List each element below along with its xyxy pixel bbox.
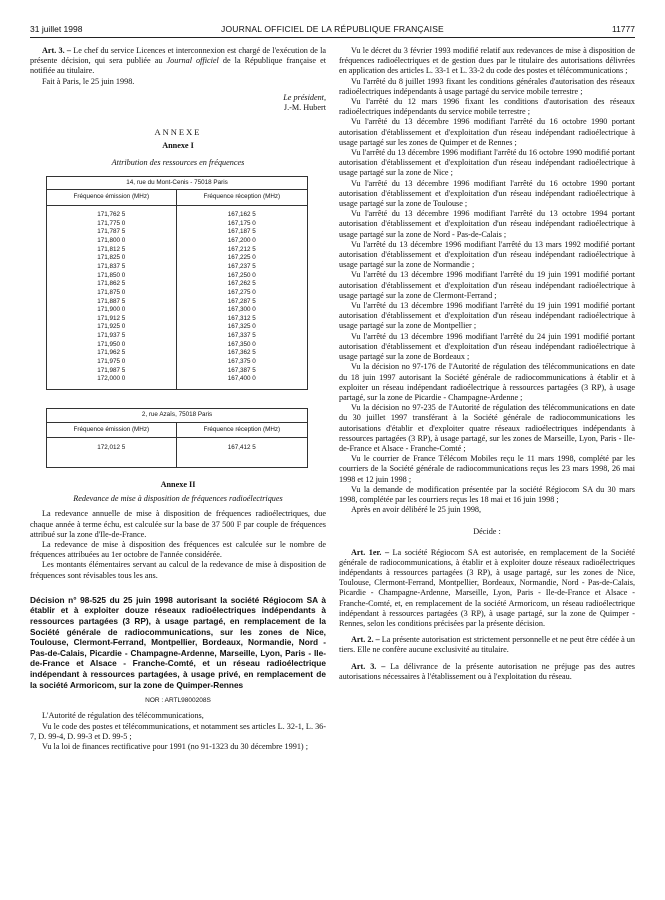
column-header-emission: Fréquence émission (MHz)	[47, 190, 177, 206]
annex-1-title: Annexe I	[162, 141, 194, 151]
column-header-reception: Fréquence réception (MHz)	[176, 422, 307, 438]
emission-frequency: 171,825 0	[97, 254, 126, 262]
emission-frequency: 171,762 5	[97, 211, 126, 219]
emission-frequency: 171,775 0	[97, 219, 126, 227]
emission-frequency: 171,787 5	[97, 228, 126, 236]
article-2-paragraph: Art. 2. – La présente autorisation est strictement personnelle et ne peut être cédée à un tiers. Elle ne confère aucune exclusivité au titulaire.	[339, 635, 635, 655]
reception-frequency: 167,312 5	[227, 314, 256, 322]
emission-frequency: 171,875 0	[97, 288, 126, 296]
left-column	[30, 46, 326, 752]
visa-paragraph: Vu l'arrêté du 13 décembre 1996 modifiant l'arrêté du 16 octobre 1990 portant autorisation d'établissement et d'exploitation d'un réseau indépendant radioélectrique à usage partagé sur la zone de Toulouse ;	[339, 178, 635, 209]
emission-frequency: 171,950 0	[97, 340, 126, 348]
visa-loi-finances: Vu la loi de finances rectificative pour 1991 (no 91-1323 du 30 décembre 1991) ;	[42, 741, 308, 751]
reception-frequency: 167,337 5	[227, 332, 256, 340]
emission-value: 172,012 5	[47, 438, 177, 468]
emission-frequency: 171,887 5	[97, 297, 126, 305]
emission-frequency: 171,925 0	[97, 323, 126, 331]
decide-heading: Décide :	[473, 527, 501, 537]
visa-paragraph: Vu l'arrêté du 13 décembre 1996 modifiant l'arrêté du 16 octobre 1990 portant autorisation d'établissement et d'exploitation d'un réseau indépendant radioélectrique à usage partagé sur les zones de Quimper et de Rennes ;	[339, 117, 635, 147]
emission-frequency: 171,900 0	[97, 306, 126, 314]
emission-frequency: 171,937 5	[97, 332, 126, 340]
annex-heading: ANNEXE	[154, 127, 202, 138]
column-header-emission: Fréquence émission (MHz)	[47, 422, 177, 438]
emission-frequency: 171,987 5	[97, 366, 126, 374]
emission-frequency: 172,000 0	[97, 375, 126, 383]
reception-frequency: 167,300 0	[227, 306, 256, 314]
visa-paragraph: Vu la décision no 97-235 de l'Autorité de régulation des télécommunications en date du 30 juillet 1997 transférant à la Société générale de radiocommunications les autorisations d'établir et d'exploiter quatre réseaux radioélectriques indépendants à ressources partagées (3 RP), à usage partagé, sur les zones de Marseille, Lyon, Paris - Ile-de-France et Alsace - Franche-Comté ;	[339, 403, 635, 453]
signature-name: J.-M. Hubert	[283, 103, 326, 113]
visa-paragraph: Vu l'arrêté du 13 décembre 1996 modifiant l'arrêté du 13 mars 1992 modifié portant autorisation d'établissement et d'exploitation d'un réseau indépendant radioélectrique à usage partagé sur la zone de Normandie ;	[339, 239, 635, 270]
column-header-reception: Fréquence réception (MHz)	[176, 190, 307, 206]
visa-paragraph: Vu la demande de modification présentée par la société Régiocom SA du 30 mars 1998, complétée par les courriers reçus les 18 mai et 16 juin 1998 ;	[339, 484, 635, 504]
reception-frequency: 167,250 0	[227, 271, 256, 279]
emission-values	[47, 206, 177, 390]
reception-frequency: 167,400 0	[227, 375, 256, 383]
reception-frequency: 167,387 5	[227, 366, 256, 374]
header-page-number: 11777	[611, 24, 635, 34]
article-1-paragraph: Art. 1er. – La société Régiocom SA est autorisée, en remplacement de la Société générale de radiocommunications, à établir et à exploiter douze réseaux radioélectriques indépendants à ressources partagées (3 RP), à usage partagé, sur les zones de Nice, Toulouse, Clermont-Ferrand, Montpellier, Bordeaux, Normandie, Nord - Pas-de-Calais, Picardie - Champagne-Ardenne, Marseille, Lyon, Paris - Ile-de-France et Alsace - Franche-Comté, et, en remplacement de la société Armoricom, un réseau radioélectrique indépendant à ressources partagées (3 RP), à usage partagé, sur la zone de Quimper - Rennes, selon les conditions précisées par la présente décision.	[339, 547, 636, 628]
visa-paragraph: Après en avoir délibéré le 25 juin 1998,	[351, 505, 482, 515]
article-3-paragraph: Art. 3. – Le chef du service Licences et interconnexion est chargé de l'exécution de la présente décision, qui sera publiée au Journal officiel de la République française et notifiée au titulaire.	[30, 46, 326, 76]
emission-frequency: 171,850 0	[97, 271, 126, 279]
article-3-heading: Art. 3. –	[42, 46, 72, 55]
reception-value: 167,412 5	[176, 438, 307, 468]
reception-frequency: 167,275 0	[227, 288, 256, 296]
reception-frequency: 167,225 0	[227, 254, 256, 262]
table-caption: 2, rue Azaïs, 75018 Paris	[47, 408, 308, 422]
annex-2-title: Annexe II	[160, 479, 196, 489]
annex-2-subtitle: Redevance de mise à disposition de fréquences radioélectriques	[73, 494, 283, 504]
emission-frequency: 171,800 0	[97, 237, 126, 245]
reception-frequency: 167,212 5	[227, 245, 256, 253]
visa-paragraph: Vu la décision no 97-176 de l'Autorité de régulation des télécommunications en date du 18 juin 1997 autorisant la Société générale de radiocommunications à établir et à exploiter un réseau indépendant radioélectrique à ressources partagées (3 RP), à usage partagé, sur la zone de Picardie - Champagne-Ardenne ;	[339, 362, 635, 402]
visa-list	[339, 46, 635, 515]
article-1-heading: Art. 1er. –	[351, 547, 390, 557]
visa-paragraph: Vu l'arrêté du 12 mars 1996 fixant les conditions d'autorisation des réseaux radioélectriques indépendants du service mobile terrestre ;	[339, 97, 635, 117]
visa-paragraph: Vu l'arrêté du 13 décembre 1996 modifiant l'arrêté du 19 juin 1991 modifié portant autorisation d'établissement et d'exploitation d'un réseau indépendant radioélectrique à usage partagé sur la zone de Clermont-Ferrand ;	[339, 270, 635, 300]
article-3-heading: Art. 3. –	[351, 661, 386, 671]
decision-title: Décision n° 98-525 du 25 juin 1998 autorisant la société Régiocom SA à établir et à exploiter douze réseaux radioélectriques indépendants à ressources partagées (3 RP), à usage partagé, en remplacement de la Société générale de radiocommunications, sur les zones de Nice, Toulouse, Clermont-Ferrand, Montpellier, Bordeaux, Normandie, Nord - Pas-de-Calais, Picardie - Champagne-Ardenne, Marseille, Lyon, Paris - Ile-de-France et Alsace - Franche-Comté, et un réseau radioélectrique indépendant à ressources partagées, à usage privé, en remplacement de la société Armoricom, sur la zone de Quimper-Rennes	[30, 594, 326, 690]
reception-frequency: 167,362 5	[227, 349, 256, 357]
fait-a-paris: Fait à Paris, le 25 juin 1998.	[42, 76, 135, 86]
frequency-table-mont-cenis	[46, 176, 308, 390]
visa-code-postes: Vu le code des postes et télécommunications, et notamment ses articles L. 32-1, L. 36-7, D. 99-4, D. 99-3 et D. 99-5 ;	[30, 721, 326, 741]
signature-role: Le président,	[283, 92, 326, 102]
reception-frequency: 167,375 0	[227, 358, 256, 366]
visa-paragraph: Vu le décret du 3 février 1993 modifié relatif aux redevances de mise à disposition de fréquences radioélectriques et de gestion dues par le titulaire des autorisations délivrées en application des articles L. 33-1 et L. 33-2 du code des postes et télécommunications ;	[339, 46, 635, 76]
visa-paragraph: Vu le courrier de France Télécom Mobiles reçu le 11 mars 1998, complété par les courriers de la Société générale de radiocommunications reçus les 23 mars 1998, 26 mai 1998 et 12 juin 1998 ;	[339, 454, 635, 484]
annex-1-subtitle: Attribution des ressources en fréquences	[111, 157, 245, 167]
reception-frequency: 167,262 5	[227, 280, 256, 288]
redevance-paragraph-2: La redevance de mise à disposition des fréquences est calculée sur le nombre de fréquences attribuées au 1er octobre de l'année considérée.	[30, 539, 326, 560]
article-2-heading: Art. 2. –	[351, 635, 380, 645]
nor-reference: NOR : ARTL9800208S	[145, 697, 211, 705]
table-caption: 14, rue du Mont-Cenis - 75018 Paris	[47, 176, 308, 190]
header-rule	[30, 37, 635, 38]
reception-frequency: 167,287 5	[227, 297, 256, 305]
emission-frequency: 171,862 5	[97, 280, 126, 288]
article-3-paragraph: Art. 3. – La délivrance de la présente autorisation ne préjuge pas des autres autorisations nécessaires à l'établissement ou à l'exploitation du réseau.	[339, 661, 635, 681]
reception-frequency: 167,325 0	[227, 323, 256, 331]
header-date: 31 juillet 1998	[30, 24, 83, 34]
page-header	[30, 24, 635, 38]
emission-frequency: 171,812 5	[97, 245, 126, 253]
frequency-table-azais	[46, 408, 308, 468]
emission-frequency: 171,975 0	[97, 358, 126, 366]
header-journal-title: JOURNAL OFFICIEL DE LA RÉPUBLIQUE FRANÇAISE	[221, 24, 444, 34]
redevance-paragraph-1: La redevance annuelle de mise à disposition de fréquences radioélectriques, due chaque année à terme échu, est calculée sur la base de 37 500 F par couple de fréquences attribué sur la zone d'Ile-de-France.	[30, 509, 326, 539]
right-column	[339, 46, 635, 682]
visa-paragraph: Vu l'arrêté du 13 décembre 1996 modifiant l'arrêté du 24 juin 1991 modifié portant autorisation d'établissement et d'exploitation d'un réseau indépendant radioélectrique à usage partagé sur la zone de Bordeaux ;	[339, 331, 635, 362]
reception-frequency: 167,237 5	[227, 262, 256, 270]
redevance-paragraph-3: Les montants élémentaires servant au calcul de la redevance de mise à disposition de fréquences sont révisables tous les ans.	[30, 560, 326, 580]
visa-paragraph: Vu l'arrêté du 13 décembre 1996 modifiant l'arrêté du 16 octobre 1990 modifié portant autorisation d'établissement et d'exploitation d'un réseau indépendant radioélectrique à usage partagé sur la zone de Nice ;	[339, 148, 635, 178]
emission-frequency: 171,912 5	[97, 314, 126, 322]
emission-frequency: 171,962 5	[97, 349, 126, 357]
visa-paragraph: Vu l'arrêté du 8 juillet 1993 fixant les conditions générales d'autorisation des réseaux radioélectriques indépendants à usage partagé du service mobile terrestre ;	[339, 76, 635, 96]
reception-frequency: 167,175 0	[227, 219, 256, 227]
reception-frequency: 167,350 0	[227, 340, 256, 348]
reception-frequency: 167,187 5	[227, 228, 256, 236]
visa-paragraph: Vu l'arrêté du 13 décembre 1996 modifiant l'arrêté du 13 octobre 1994 portant autorisation d'établissement et d'exploitation d'un réseau indépendant radioélectrique à usage partagé sur la zone de Nord - Pas-de-Calais ;	[339, 209, 635, 239]
reception-values	[176, 206, 307, 390]
reception-frequency: 167,200 0	[227, 237, 256, 245]
visa-autorite: L'Autorité de régulation des télécommunications,	[42, 711, 204, 721]
visa-paragraph: Vu l'arrêté du 13 décembre 1996 modifiant l'arrêté du 19 juin 1991 modifié portant autorisation d'établissement et d'exploitation d'un réseau indépendant radioélectrique à usage partagé sur la zone de Montpellier ;	[339, 301, 635, 331]
emission-frequency: 171,837 5	[97, 262, 126, 270]
reception-frequency: 167,162 5	[227, 211, 256, 219]
